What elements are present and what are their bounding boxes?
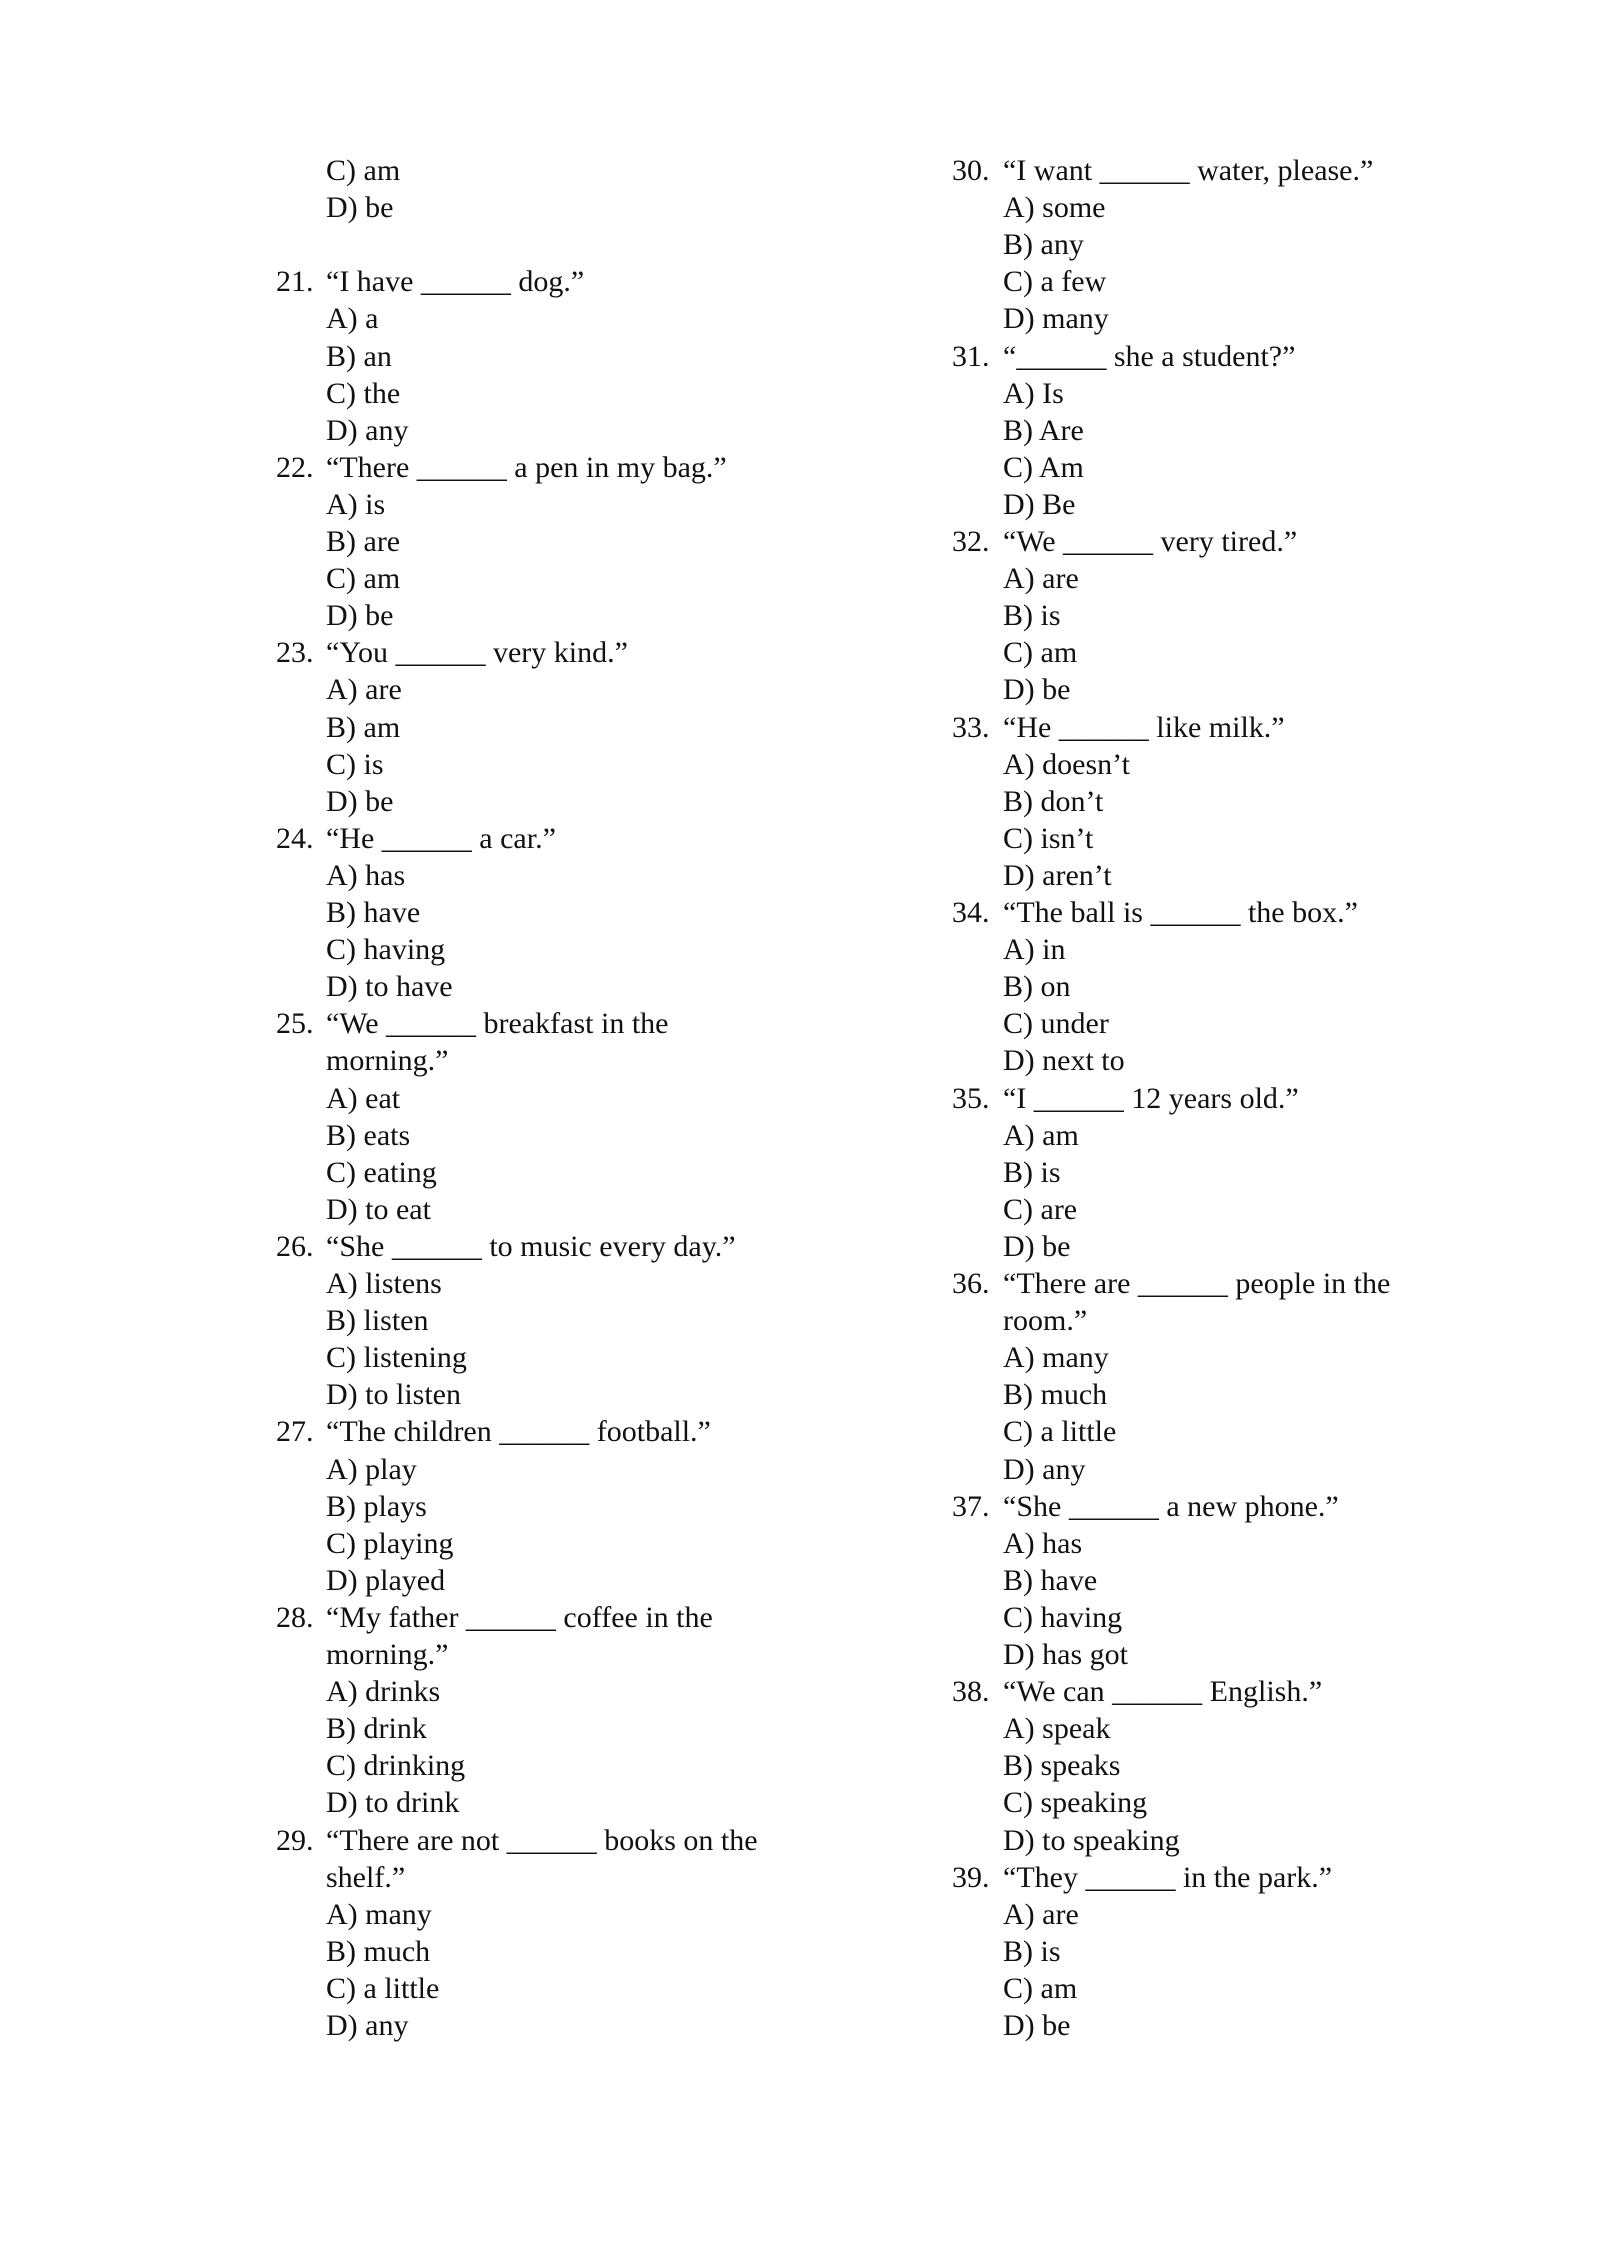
- question-number: 23.: [276, 636, 314, 670]
- question-stem: “He ______ a car.”: [326, 821, 556, 855]
- question-number: 22.: [276, 450, 314, 484]
- option-text: D) any: [326, 413, 409, 447]
- option-text: D) be: [326, 599, 394, 633]
- option-text: C) speaking: [1003, 1786, 1148, 1820]
- option-text: B) don’t: [1003, 784, 1104, 818]
- option-text: D) to have: [326, 970, 453, 1004]
- option-text: D) any: [1003, 1452, 1086, 1486]
- option-text: B) drink: [326, 1712, 427, 1746]
- question-number: 21.: [276, 265, 314, 299]
- option-text: A) are: [1003, 562, 1079, 596]
- option-text: D) any: [326, 2009, 409, 2042]
- question-stem: room.”: [1003, 1304, 1088, 1338]
- option-text: C) drinking: [326, 1749, 466, 1783]
- option-text: B) any: [1003, 228, 1084, 262]
- question-stem: “We ______ very tired.”: [1003, 525, 1298, 558]
- question-number: 34.: [952, 896, 990, 929]
- question-number: 25.: [276, 1007, 314, 1041]
- option-text: A) listens: [326, 1267, 442, 1300]
- option-text: B) speaks: [1003, 1749, 1121, 1783]
- question-number: 24.: [276, 821, 314, 855]
- option-text: D) Be: [1003, 487, 1076, 521]
- question-stem: “She ______ a new phone.”: [1003, 1489, 1339, 1523]
- option-text: C) isn’t: [1003, 821, 1094, 855]
- option-text: D) aren’t: [1003, 858, 1112, 892]
- question-stem: “My father ______ coffee in the: [326, 1600, 713, 1634]
- question-number: 29.: [276, 1823, 314, 1857]
- option-text: C) having: [326, 933, 446, 967]
- question-number: 39.: [952, 1860, 990, 1894]
- option-text: D) be: [1003, 673, 1071, 707]
- question-number: 33.: [952, 710, 990, 744]
- option-text: A) many: [1003, 1341, 1109, 1375]
- option-text: C) a few: [1003, 265, 1107, 299]
- question-stem: morning.”: [326, 1044, 449, 1078]
- option-text: D) be: [1003, 2009, 1071, 2042]
- option-text: C) Am: [1003, 450, 1084, 484]
- option-text: D) be: [326, 191, 394, 225]
- option-text: C) the: [326, 376, 401, 410]
- option-text: A) doesn’t: [1003, 747, 1130, 781]
- option-text: A) are: [326, 673, 402, 707]
- question-number: 36.: [952, 1267, 990, 1300]
- option-text: C) am: [326, 562, 401, 596]
- option-text: C) playing: [326, 1526, 454, 1560]
- question-stem: “There are ______ people in the: [1003, 1267, 1391, 1300]
- option-text: A) has: [326, 858, 406, 892]
- option-text: B) much: [326, 1934, 431, 1968]
- option-text: C) listening: [326, 1341, 467, 1375]
- question-stem: “You ______ very kind.”: [326, 636, 628, 670]
- option-text: B) is: [1003, 599, 1061, 633]
- option-text: C) under: [1003, 1007, 1109, 1041]
- option-text: B) an: [326, 339, 392, 373]
- option-text: A) Is: [1003, 376, 1064, 410]
- question-stem: “There are not ______ books on the: [326, 1823, 758, 1857]
- option-text: B) have: [326, 896, 421, 929]
- option-text: A) am: [1003, 1118, 1079, 1152]
- option-text: C) am: [1003, 636, 1078, 670]
- option-text: C) having: [1003, 1600, 1123, 1634]
- option-text: B) on: [1003, 970, 1071, 1004]
- question-stem: “There ______ a pen in my bag.”: [326, 450, 727, 484]
- question-stem: “I have ______ dog.”: [326, 265, 585, 299]
- option-text: A) a: [326, 302, 379, 336]
- option-text: C) am: [1003, 1971, 1078, 2005]
- question-number: 28.: [276, 1600, 314, 1634]
- option-text: C) eating: [326, 1155, 437, 1189]
- option-text: A) speak: [1003, 1712, 1111, 1746]
- option-text: D) to listen: [326, 1378, 461, 1412]
- option-text: B) listen: [326, 1304, 429, 1338]
- option-text: C) a little: [1003, 1415, 1117, 1449]
- option-text: A) eat: [326, 1081, 401, 1115]
- question-stem: “The children ______ football.”: [326, 1415, 711, 1449]
- option-text: C) is: [326, 747, 384, 781]
- question-number: 38.: [952, 1675, 990, 1709]
- question-stem: “I want ______ water, please.”: [1003, 154, 1374, 187]
- option-text: A) many: [326, 1897, 432, 1931]
- question-number: 27.: [276, 1415, 314, 1449]
- question-stem: “I ______ 12 years old.”: [1003, 1081, 1299, 1115]
- question-stem: “We can ______ English.”: [1003, 1675, 1323, 1709]
- question-number: 31.: [952, 339, 990, 373]
- option-text: B) have: [1003, 1563, 1098, 1597]
- option-text: D) has got: [1003, 1638, 1128, 1671]
- option-text: D) to drink: [326, 1786, 460, 1820]
- option-text: C) am: [326, 154, 401, 187]
- option-text: D) played: [326, 1563, 446, 1597]
- question-stem: morning.”: [326, 1638, 449, 1671]
- option-text: A) in: [1003, 933, 1066, 967]
- option-text: A) some: [1003, 191, 1106, 225]
- option-text: B) Are: [1003, 413, 1084, 447]
- option-text: B) much: [1003, 1378, 1108, 1412]
- option-text: B) am: [326, 710, 401, 744]
- option-text: C) a little: [326, 1971, 440, 2005]
- option-text: B) eats: [326, 1118, 411, 1152]
- option-text: A) are: [1003, 1897, 1079, 1931]
- option-text: A) drinks: [326, 1675, 441, 1709]
- question-number: 35.: [952, 1081, 990, 1115]
- question-stem: “She ______ to music every day.”: [326, 1229, 736, 1263]
- option-text: D) be: [1003, 1229, 1071, 1263]
- question-number: 30.: [952, 154, 990, 187]
- option-text: B) are: [326, 525, 401, 558]
- option-text: D) next to: [1003, 1044, 1125, 1078]
- option-text: B) is: [1003, 1155, 1061, 1189]
- option-text: A) is: [326, 487, 386, 521]
- option-text: D) to speaking: [1003, 1823, 1180, 1857]
- option-text: B) plays: [326, 1489, 427, 1523]
- question-stem: “They ______ in the park.”: [1003, 1860, 1333, 1894]
- option-text: A) has: [1003, 1526, 1083, 1560]
- question-number: 32.: [952, 525, 990, 558]
- question-stem: “He ______ like milk.”: [1003, 710, 1285, 744]
- option-text: D) many: [1003, 302, 1109, 336]
- question-stem: “______ she a student?”: [1003, 339, 1296, 373]
- question-stem: shelf.”: [326, 1860, 406, 1894]
- option-text: D) to eat: [326, 1192, 431, 1226]
- option-text: A) play: [326, 1452, 417, 1486]
- question-stem: “We ______ breakfast in the: [326, 1007, 669, 1041]
- option-text: B) is: [1003, 1934, 1061, 1968]
- option-text: C) are: [1003, 1192, 1078, 1226]
- question-stem: “The ball is ______ the box.”: [1003, 896, 1358, 929]
- question-number: 26.: [276, 1229, 314, 1263]
- question-number: 37.: [952, 1489, 990, 1523]
- option-text: D) be: [326, 784, 394, 818]
